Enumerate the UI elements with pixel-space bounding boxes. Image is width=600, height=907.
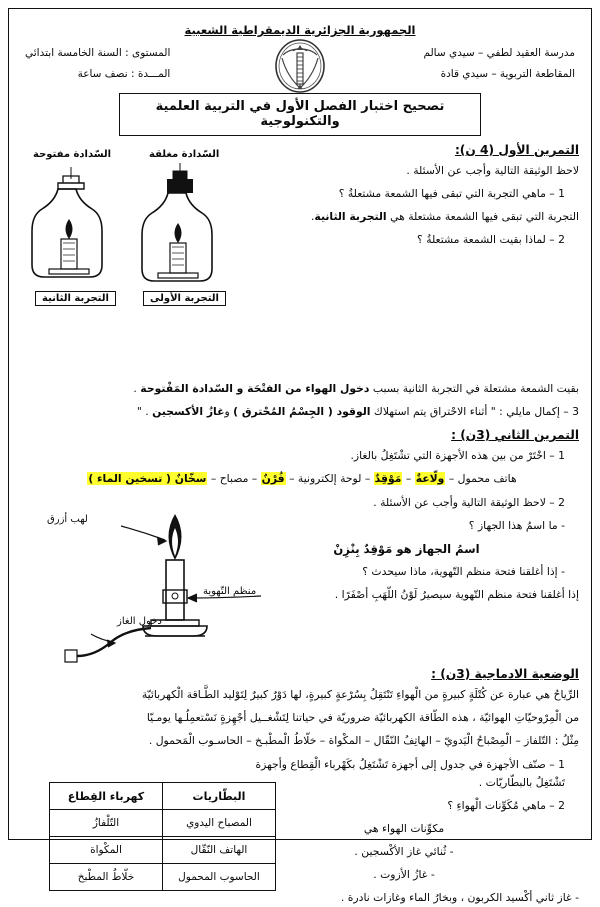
device-item: هاتف محمول (457, 472, 517, 485)
air-component-2: - غازُ الأزوت . (373, 868, 435, 881)
a2-suffix: . (133, 382, 141, 395)
header-row (21, 39, 579, 91)
table-col-batteries: البطّاريات (163, 783, 276, 810)
classification-table-wrapper (49, 782, 276, 891)
device-item: مَوْقِدٌ (374, 472, 402, 485)
exercise-1-section (21, 143, 579, 375)
caption-experiment-two: التجربة الثانية (35, 291, 116, 306)
exercise-2-a2b: إذا أغلقنا فتحة منظم التّهوية سيصيرُ لَوْنُ اللّهَبِ أصْفَرًا . (334, 588, 579, 601)
exercise-1-instruction: لاحظ الوثيقة التالية وأجب عن الأسئلة . (406, 164, 579, 177)
table-cell: الهاتف النّقّال (163, 837, 276, 864)
integration-section (21, 667, 579, 750)
table-row (50, 837, 276, 864)
table-cell: المكْواة (50, 837, 163, 864)
caption-experiment-one: التجربة الأولى (143, 291, 226, 306)
table-row (50, 864, 276, 891)
republic-heading: الجمهورية الجزائرية الديمقراطية الشعبية (184, 23, 416, 37)
level-line: المستوى : السنة الخامسة ابتدائي (25, 47, 171, 59)
exercise-1-wide-answers (21, 380, 579, 421)
device-separator: – (402, 472, 415, 485)
jar-closed (142, 171, 212, 281)
integration-para-1: الرِّياحُ هي عبارة عن كُتْلَةٍ كبيرةٍ من الْهواءِ تَنْتَقِلُ بِسُرْعةٍ كبيرةٍ، لها دَوْرٌ كبيرٌ لِتَوْليد الطَّـاقة الْكهربائيّة (141, 688, 579, 701)
device-separator: – (207, 472, 220, 485)
page-border (8, 8, 592, 904)
page-title: تصحيح اختبار الفصل الأول في التربية العلمية والتكنولوجية (119, 93, 481, 136)
q3-prefix: 3 – إكمال مايلي : " أثناء الاحْتراق يتم استهلاك (370, 405, 579, 418)
exercise-1-a1 (234, 208, 579, 226)
exercise-2-body (21, 494, 579, 666)
exercise-1-q1: 1 – ماهي التجربة التي تبقى فيها الشمعة مشتعلةُ ؟ (338, 187, 565, 200)
device-separator: – (361, 472, 374, 485)
q3-mid: و (224, 405, 234, 418)
label-blue-flame: لهب أزرق (47, 514, 88, 525)
district-name: المقاطعة التربوية – سيدي قادة (440, 68, 575, 80)
exercise-1-heading: التمرين الأول (4 ن): (454, 143, 579, 157)
exercise-1-a2 (25, 380, 579, 398)
classification-table (49, 782, 276, 891)
integration-para-2: من الْمِرْوحيّاتِ الهوائيّة ، هذه الطّاقة الكهربائيّة ضروريّة في حياتنا لِتَشْغــيل أجْهِزةٍ نَسْتعمِلُـها يومـيّا (146, 711, 579, 724)
exam-meta (25, 43, 170, 85)
integration-q1: 1 – صنّف الأجهزة في جدول إلى أجهزة تَشْتَغِلُ بكَهْرباء الْقِطاع وأجهزة تَشْتَغِلُ بالبطّاريّات . (255, 758, 565, 789)
exercise-2-text (234, 494, 579, 604)
label-gas-inlet: دخول الغاز (117, 616, 162, 627)
device-separator: – (445, 472, 458, 485)
device-separator: – (285, 472, 298, 485)
exercise-2-heading: التمرين الثاني (3ن) : (451, 428, 579, 442)
school-info (423, 43, 575, 85)
exercise-2-q2b: - إذا أغلقنا فتحة منظم التّهوية، ماذا سيحدث ؟ (362, 565, 565, 578)
bunsen-burner-figure (25, 494, 269, 662)
table-row (50, 810, 276, 837)
a2a-text: اسمُ الجهاز هو مَوْقِدٌ بِنْزِنْ (333, 542, 480, 556)
air-component-3: - غاز ثاني أكْسيد الكربون ، وبخارُ الماء وغازات نادرة . (340, 891, 579, 904)
label-air-regulator: منظم التّهوية (203, 586, 257, 597)
exercise-1-text (234, 143, 579, 249)
exercise-2-a2a (234, 540, 579, 558)
integration-heading: الوضعية الادماجية (3ن) : (431, 667, 579, 681)
table-cell: المصباح اليدوي (163, 810, 276, 837)
q3-suffix: . " (136, 405, 153, 418)
device-item: مصباح (219, 472, 249, 485)
integration-q2: 2 – ماهي مُكَوِّنات الْهواءِ ؟ (447, 799, 565, 812)
table-cell: الحاسوب المحمول (163, 864, 276, 891)
a1-suffix: . (310, 210, 315, 223)
exercise-2-q1: 1 – اخْتَرْ من بين هذه الأجهزة التي تشْتَغِلُ بالغاز. (350, 449, 565, 462)
exercise-2-device-list (25, 470, 579, 488)
table-header-row (50, 783, 276, 810)
integration-para-3: مِثْلُ : التّلفاز – الْمِصْباحُ الْيَدويّ – الهاتِفُ النّقّال – المكْواة – خلّاطُ الْمطْبـخ – الحاسـوب الْمَحمول . (148, 734, 579, 747)
device-item: لوحة إلكترونية (297, 472, 362, 485)
school-name: مدرسة العقيد لطفي – سيدي سالم (423, 47, 575, 59)
exercise-2-q2a: - ما اسمُ هذا الجهاز ؟ (468, 519, 565, 532)
integration-a2-lead: مكوِّنات الهواء هي (363, 822, 445, 835)
exercise-1-q2: 2 – لماذا بقيت الشمعة مشتعلةُ ؟ (417, 233, 565, 246)
a1-prefix: التجربة التي تبقى فيها الشمعة مشتعلة هي (386, 210, 579, 223)
algeria-emblem-icon (271, 35, 329, 95)
duration-line: المـــدة : نصف ساعة (77, 68, 171, 80)
candle-jars-figure (27, 149, 265, 339)
integration-questions (229, 756, 579, 907)
exercise-2-section (21, 428, 579, 488)
device-item: فُرْنٌ (261, 472, 285, 485)
table-cell: التّلْفازُ (50, 810, 163, 837)
a1-bold: التجربة الثانية (314, 210, 387, 223)
table-body (50, 810, 276, 891)
table-cell: خلّاطُ المطْبخ (50, 864, 163, 891)
air-component-1: - ثُنائي غاز الأكْسجين . (354, 845, 454, 858)
device-item: سخّانٌ ( تسخين الماء ) (88, 472, 207, 485)
integration-questions-body (21, 756, 579, 904)
q3-bold-2: غازُ الأكسجين (152, 405, 225, 418)
a2-prefix: بقيت الشمعة مشتعلة في التجربة الثانية بسبب (369, 382, 579, 395)
table-col-mains: كهرباء القِطاع (50, 783, 163, 810)
caption-stopper-open: السّدادة مفتوحة (33, 149, 112, 160)
device-separator: – (248, 472, 261, 485)
caption-stopper-closed: السّدادة مغلقة (149, 149, 220, 160)
exercise-1-q3 (25, 403, 579, 421)
a2-bold: دخول الهواء من الفتْحَة و السّدادة المَفْتوحة (140, 382, 370, 395)
exercise-2-q2: 2 – لاحظ الوثيقة التالية وأجب عن الأسئلة . (373, 496, 565, 509)
device-item: ولّاعةٌ (415, 472, 445, 485)
q3-bold-1: الوقود ( الجِسْمُ المُحْترق ) (233, 405, 371, 418)
jar-open (32, 176, 102, 277)
